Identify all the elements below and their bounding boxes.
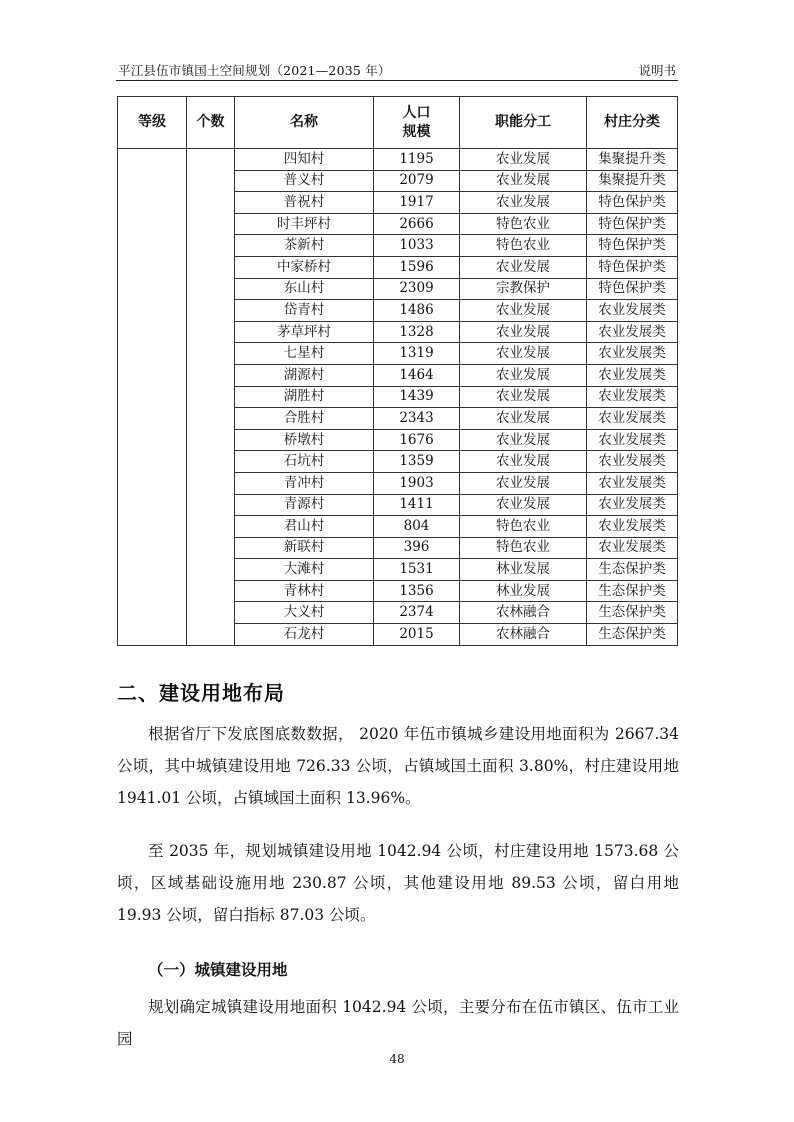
category-cell: 特色保护类: [587, 213, 678, 235]
village-name-cell: 四知村: [235, 149, 374, 171]
village-name-cell: 茶新村: [235, 235, 374, 257]
population-cell: 1596: [374, 256, 460, 278]
village-name-cell: 大义村: [235, 602, 374, 624]
function-cell: 特色农业: [460, 516, 587, 538]
category-cell: 特色保护类: [587, 235, 678, 257]
village-name-cell: 时丰坪村: [235, 213, 374, 235]
village-name-cell: 湖源村: [235, 364, 374, 386]
function-cell: 农业发展: [460, 408, 587, 430]
header-count: 个数: [187, 97, 235, 149]
category-cell: 集聚提升类: [587, 170, 678, 192]
category-cell: 农业发展类: [587, 537, 678, 559]
village-name-cell: 青林村: [235, 580, 374, 602]
category-cell: 农业发展类: [587, 408, 678, 430]
paragraph-3: 规划确定城镇建设用地面积 1042.94 公顷，主要分布在伍市镇区、伍市工业园: [117, 998, 679, 1048]
function-cell: 农业发展: [460, 494, 587, 516]
header-population-line2: 规模: [402, 123, 431, 140]
paragraph-2: 至 2035 年，规划城镇建设用地 1042.94 公顷，村庄建设用地 1573.68 公顷，区域基础设施用地 230.87 公顷，其他建设用地 89.53 公顷，留白用地 19.93 公顷，留白指标 87.03 公顷。: [117, 842, 679, 924]
function-cell: 农业发展: [460, 343, 587, 365]
population-cell: 1411: [374, 494, 460, 516]
village-name-cell: 新联村: [235, 537, 374, 559]
village-name-cell: 青冲村: [235, 472, 374, 494]
population-cell: 1486: [374, 300, 460, 322]
village-name-cell: 七星村: [235, 343, 374, 365]
category-cell: 生态保护类: [587, 580, 678, 602]
function-cell: 农业发展: [460, 386, 587, 408]
category-cell: 农业发展类: [587, 386, 678, 408]
category-cell: 农业发展类: [587, 451, 678, 473]
population-cell: 1464: [374, 364, 460, 386]
village-name-cell: 岱青村: [235, 300, 374, 322]
paragraph-1: 根据省厅下发底图底数数据， 2020 年伍市镇城乡建设用地面积为 2667.34 公顷，其中城镇建设用地 726.33 公顷，占镇域国土面积 3.80%，村庄建设用地 1941.01 公顷，占镇域国土面积 13.96%。: [117, 725, 679, 807]
header-rule: [116, 80, 678, 81]
category-cell: 农业发展类: [587, 300, 678, 322]
category-cell: 特色保护类: [587, 192, 678, 214]
category-cell: 农业发展类: [587, 321, 678, 343]
population-cell: 2666: [374, 213, 460, 235]
function-cell: 农业发展: [460, 451, 587, 473]
count-cell: [187, 149, 235, 646]
header-level: 等级: [118, 97, 187, 149]
village-name-cell: 石龙村: [235, 624, 374, 646]
header-category: 村庄分类: [587, 97, 678, 149]
category-cell: 农业发展类: [587, 343, 678, 365]
population-cell: 1359: [374, 451, 460, 473]
page-number: 48: [389, 1052, 405, 1066]
village-name-cell: 青源村: [235, 494, 374, 516]
village-name-cell: 合胜村: [235, 408, 374, 430]
village-name-cell: 东山村: [235, 278, 374, 300]
function-cell: 农业发展: [460, 149, 587, 171]
village-name-cell: 石坑村: [235, 451, 374, 473]
category-cell: 农业发展类: [587, 516, 678, 538]
village-name-cell: 普祝村: [235, 192, 374, 214]
header-population-line1: 人口: [402, 104, 431, 121]
function-cell: 农林融合: [460, 602, 587, 624]
village-table: [117, 96, 678, 646]
table-body: [118, 149, 678, 646]
population-cell: 1195: [374, 149, 460, 171]
population-cell: 1356: [374, 580, 460, 602]
population-cell: 1917: [374, 192, 460, 214]
header-function: 职能分工: [460, 97, 587, 149]
header-population: [374, 97, 460, 149]
sub-heading: （一）城镇建设用地: [148, 961, 288, 979]
function-cell: 林业发展: [460, 580, 587, 602]
category-cell: 生态保护类: [587, 624, 678, 646]
category-cell: 农业发展类: [587, 364, 678, 386]
function-cell: 农业发展: [460, 429, 587, 451]
function-cell: 农业发展: [460, 300, 587, 322]
header-doc-type: 说明书: [638, 63, 676, 78]
category-cell: 农业发展类: [587, 429, 678, 451]
function-cell: 农业发展: [460, 364, 587, 386]
level-cell: [118, 149, 187, 646]
category-cell: 集聚提升类: [587, 149, 678, 171]
category-cell: 特色保护类: [587, 278, 678, 300]
population-cell: 1531: [374, 559, 460, 581]
population-cell: 1903: [374, 472, 460, 494]
village-name-cell: 君山村: [235, 516, 374, 538]
table-row: [118, 149, 678, 171]
function-cell: 农业发展: [460, 472, 587, 494]
population-cell: 2079: [374, 170, 460, 192]
village-name-cell: 大滩村: [235, 559, 374, 581]
function-cell: 农业发展: [460, 321, 587, 343]
function-cell: 农业发展: [460, 256, 587, 278]
village-name-cell: 中家桥村: [235, 256, 374, 278]
population-cell: 1676: [374, 429, 460, 451]
village-name-cell: 普义村: [235, 170, 374, 192]
population-cell: 2343: [374, 408, 460, 430]
table-header-row: [118, 97, 678, 149]
category-cell: 农业发展类: [587, 494, 678, 516]
category-cell: 农业发展类: [587, 472, 678, 494]
function-cell: 宗教保护: [460, 278, 587, 300]
village-name-cell: 桥墩村: [235, 429, 374, 451]
function-cell: 特色农业: [460, 235, 587, 257]
category-cell: 生态保护类: [587, 559, 678, 581]
village-name-cell: 湖胜村: [235, 386, 374, 408]
population-cell: 396: [374, 537, 460, 559]
section-heading: 二、建设用地布局: [117, 681, 285, 705]
village-name-cell: 茅草坪村: [235, 321, 374, 343]
function-cell: 农业发展: [460, 192, 587, 214]
function-cell: 特色农业: [460, 537, 587, 559]
population-cell: 1328: [374, 321, 460, 343]
population-cell: 1033: [374, 235, 460, 257]
function-cell: 特色农业: [460, 213, 587, 235]
function-cell: 农林融合: [460, 624, 587, 646]
population-cell: 1439: [374, 386, 460, 408]
header-name: 名称: [235, 97, 374, 149]
function-cell: 农业发展: [460, 170, 587, 192]
population-cell: 2309: [374, 278, 460, 300]
population-cell: 2015: [374, 624, 460, 646]
category-cell: 特色保护类: [587, 256, 678, 278]
header-title: 平江县伍市镇国土空间规划（2021—2035 年）: [118, 63, 391, 78]
population-cell: 2374: [374, 602, 460, 624]
category-cell: 生态保护类: [587, 602, 678, 624]
population-cell: 804: [374, 516, 460, 538]
function-cell: 林业发展: [460, 559, 587, 581]
population-cell: 1319: [374, 343, 460, 365]
